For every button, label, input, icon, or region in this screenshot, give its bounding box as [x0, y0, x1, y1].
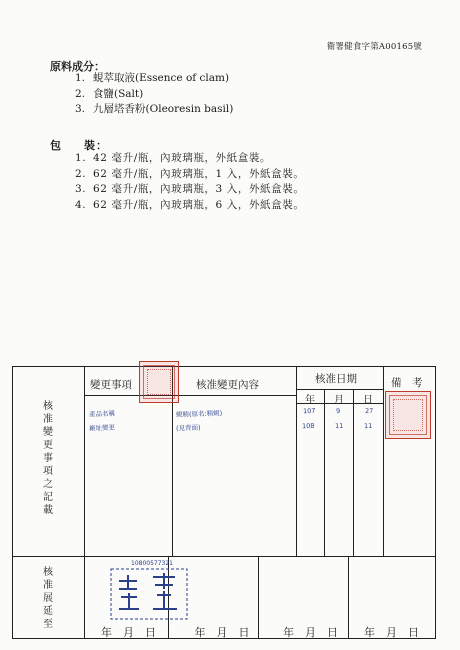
extension-stamp-number: 10800577321 [131, 560, 173, 567]
extension-slot: 年 月 日 [283, 626, 338, 639]
divider [383, 367, 384, 556]
list-item: 2. 62 毫升/瓶，內玻璃瓶，1 入，外紙盒裝。 [75, 167, 305, 180]
column-header-change-content: 核准變更內容 [196, 379, 259, 391]
handwritten-date-month: 11 [334, 421, 344, 431]
divider [13, 556, 436, 557]
divider [296, 367, 297, 556]
approval-record-table [12, 366, 436, 639]
handwritten-date-year: 107 [302, 406, 316, 416]
column-header-remarks: 備 考 [391, 377, 423, 389]
handwritten-date-year: 108 [301, 421, 315, 431]
divider [324, 389, 325, 556]
extension-section-label: 核准展延至 [43, 567, 53, 630]
date-header-month: 月 [334, 395, 344, 406]
date-header-day: 日 [363, 395, 373, 406]
packaging-label: 包 裝： [50, 139, 108, 152]
list-item: 4. 62 毫升/瓶，內玻璃瓶，6 入，外紙盒裝。 [75, 198, 305, 211]
divider [84, 395, 296, 396]
column-header-change-item: 變更事項 [90, 379, 132, 391]
registration-number: 衛署健食字第A00165號 [326, 42, 422, 52]
extension-slot: 年 月 日 [194, 626, 250, 639]
ingredients-list [75, 71, 233, 118]
change-section-label: 核准變更事項之記載 [43, 401, 53, 516]
divider [353, 389, 354, 556]
list-item: 3. 62 毫升/瓶，內玻璃瓶，3 入，外紙盒裝。 [75, 183, 305, 195]
divider [296, 389, 383, 390]
handwritten-change-content: (見背面) [175, 423, 201, 433]
extension-date-slots [283, 624, 363, 640]
extension-seal-icon [109, 567, 189, 624]
handwritten-change-item: 廠址變更 [88, 423, 116, 433]
extension-date-slots [101, 624, 285, 640]
official-seal-stamp [139, 361, 179, 403]
official-seal-stamp [385, 391, 431, 439]
handwritten-change-content: 蜆精(原名:精蜆) [175, 409, 223, 419]
handwritten-date-day: 11 [363, 421, 373, 431]
divider [84, 367, 85, 639]
list-item: 1. 42 毫升/瓶，內玻璃瓶，外紙盒裝。 [75, 152, 272, 164]
extension-slot: 年 月 日 [364, 626, 419, 639]
extension-slot: 年 月 日 [101, 626, 156, 639]
list-item: 2. 食鹽(Salt) [75, 87, 144, 100]
list-item: 3. 九層塔香粉(Oleoresin basil) [75, 103, 234, 115]
handwritten-change-item: 產品名稱 [88, 409, 116, 419]
list-item: 1. 蜆萃取液(Essence of clam) [75, 72, 230, 84]
handwritten-date-month: 9 [335, 406, 341, 416]
ingredients-label: 原料成分： [50, 60, 105, 73]
handwritten-date-day: 27 [364, 406, 374, 416]
column-header-approval-date: 核准日期 [315, 373, 357, 385]
extension-date-slots [364, 624, 436, 640]
date-header-year: 年 [305, 395, 315, 406]
packaging-list [75, 151, 304, 213]
